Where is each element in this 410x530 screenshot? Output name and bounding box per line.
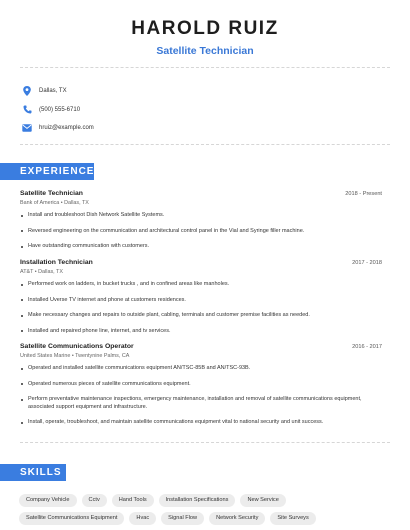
job-dates: 2016 - 2017	[352, 344, 382, 350]
skill-chip: New Service	[240, 494, 285, 507]
skills-list	[19, 494, 390, 525]
bullet-item: Have outstanding communication with customers.	[20, 243, 382, 251]
skills-heading: SKILLS	[0, 464, 66, 481]
skill-chip: Site Surveys	[270, 512, 315, 525]
skill-chip: Signal Flow	[161, 512, 204, 525]
contact-list	[22, 82, 94, 137]
job-organization: United States Marine • Twentynine Palms, CA	[20, 353, 130, 359]
job-organization: Bank of America • Dallas, TX	[20, 200, 89, 206]
bullet-item: Make necessary changes and repairs to outside plant, cabling, terminals and customer premise facilities as needed.	[20, 312, 382, 320]
location-pin-icon	[22, 86, 32, 96]
job-title: Satellite Communications Operator	[20, 343, 134, 350]
skill-chip: Cctv	[82, 494, 107, 507]
resume-header	[0, 0, 410, 57]
bullet-item: Operated numerous pieces of satellite communications equipment.	[20, 381, 382, 389]
job-entry	[20, 259, 382, 343]
skill-chip: Hvac	[129, 512, 156, 525]
job-dates: 2018 - Present	[345, 191, 382, 197]
bullet-item: Operated and installed satellite communications equipment AN/TSC-85B and AN/TSC-93B.	[20, 365, 382, 373]
experience-heading: EXPERIENCE	[0, 163, 94, 180]
job-bullets	[20, 212, 382, 251]
bullet-item: Performed work on ladders, in bucket trucks , and in confined areas like manholes.	[20, 281, 382, 289]
bullet-item: Installed Uverse TV internet and phone at customers residences.	[20, 297, 382, 305]
phone-icon	[22, 105, 32, 115]
candidate-title: Satellite Technician	[156, 45, 254, 57]
skill-chip: Installation Specifications	[159, 494, 236, 507]
experience-divider	[20, 442, 390, 443]
contact-location	[22, 82, 94, 100]
bullet-item: Perform preventative maintenance inspections, emergency maintenance, installation and removal of satellite communications equipment, associated support equipment and infrastructure.	[20, 396, 382, 411]
job-organization: AT&T • Dallas, TX	[20, 269, 63, 275]
job-bullets	[20, 365, 382, 427]
bullet-item: Reversed engineering on the communication and architectural control panel in the Vial and Syringe filler machine.	[20, 228, 382, 236]
job-title: Satellite Technician	[20, 190, 83, 197]
bullet-item: Installed and repaired phone line, internet, and tv services.	[20, 328, 382, 336]
candidate-name: HAROLD RUIZ	[131, 18, 279, 39]
job-title: Installation Technician	[20, 259, 93, 266]
skill-chip: Network Security	[209, 512, 265, 525]
contact-phone	[22, 101, 94, 119]
contact-email	[22, 119, 94, 137]
location-text: Dallas, TX	[39, 88, 67, 94]
job-entry	[20, 190, 382, 259]
job-dates: 2017 - 2018	[352, 260, 382, 266]
bullet-item: Install, operate, troubleshoot, and maintain satellite communications equipment vital to national security and unit success.	[20, 419, 382, 427]
bullet-item: Install and troubleshoot Dish Network Satellite Systems.	[20, 212, 382, 220]
header-divider	[20, 67, 390, 68]
job-bullets	[20, 281, 382, 335]
skill-chip: Hand Tools	[112, 494, 154, 507]
phone-text: (500) 555-6710	[39, 106, 81, 113]
skill-chip: Company Vehicle	[19, 494, 77, 507]
email-text: hruiz@example.com	[39, 125, 94, 131]
skill-chip: Satellite Communications Equipment	[19, 512, 124, 525]
email-icon	[22, 123, 32, 133]
contact-divider	[20, 144, 390, 145]
job-entry	[20, 343, 382, 435]
